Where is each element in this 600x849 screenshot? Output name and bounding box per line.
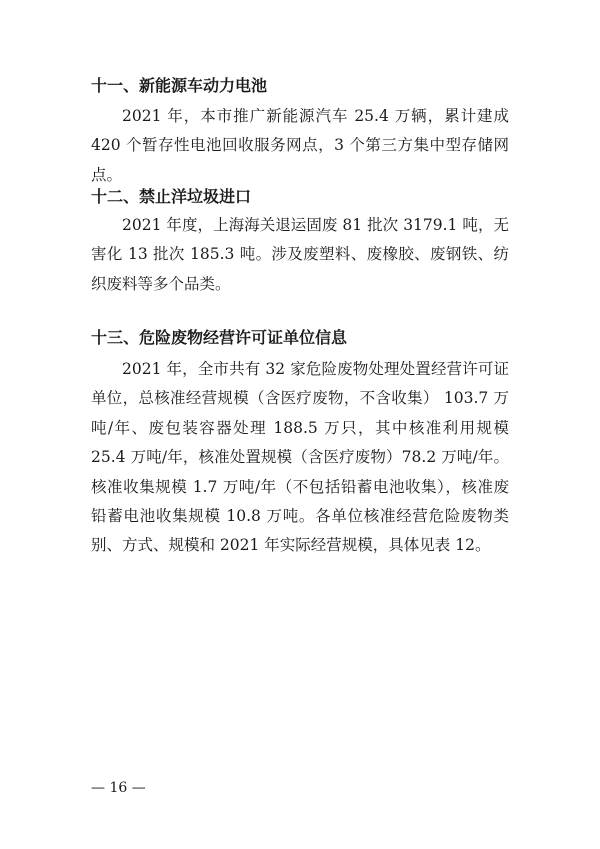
section-heading-12: 十二、禁止洋垃圾进口 (91, 187, 252, 206)
section-body-13: 2021 年，全市共有 32 家危险废物处理处置经营许可证单位，总核准经营规模（含医疗废物，不含收集） 103.7 万吨/年、废包装容器处理 188.5 万只，其中核准利用规模 25.4 万吨/年，核准处置规模（含医疗废物）78.2 万吨/年。核准收集规模 1.7 万吨/年（不包括铅蓄电池收集），核准废铅蓄电池收集规模 10.8 万吨。各单位核准经营危险废物类别、方式、规模和 2021 年实际经营规模，具体见表 12。 (91, 360, 509, 555)
section-heading-13: 十三、危险废物经营许可证单位信息 (91, 328, 348, 347)
section-body-12: 2021 年度，上海海关退运固废 81 批次 3179.1 吨，无害化 13 批次 185.3 吨。涉及废塑料、废橡胶、废钢铁、纺织废料等多个品类。 (91, 216, 509, 293)
section-body-11: 2021 年，本市推广新能源汽车 25.4 万辆，累计建成 420 个暂存性电池回收服务网点，3 个第三方集中型存储网点。 (91, 107, 509, 184)
page-number: — 16 — (91, 780, 146, 796)
section-heading-11: 十一、新能源车动力电池 (91, 76, 268, 95)
